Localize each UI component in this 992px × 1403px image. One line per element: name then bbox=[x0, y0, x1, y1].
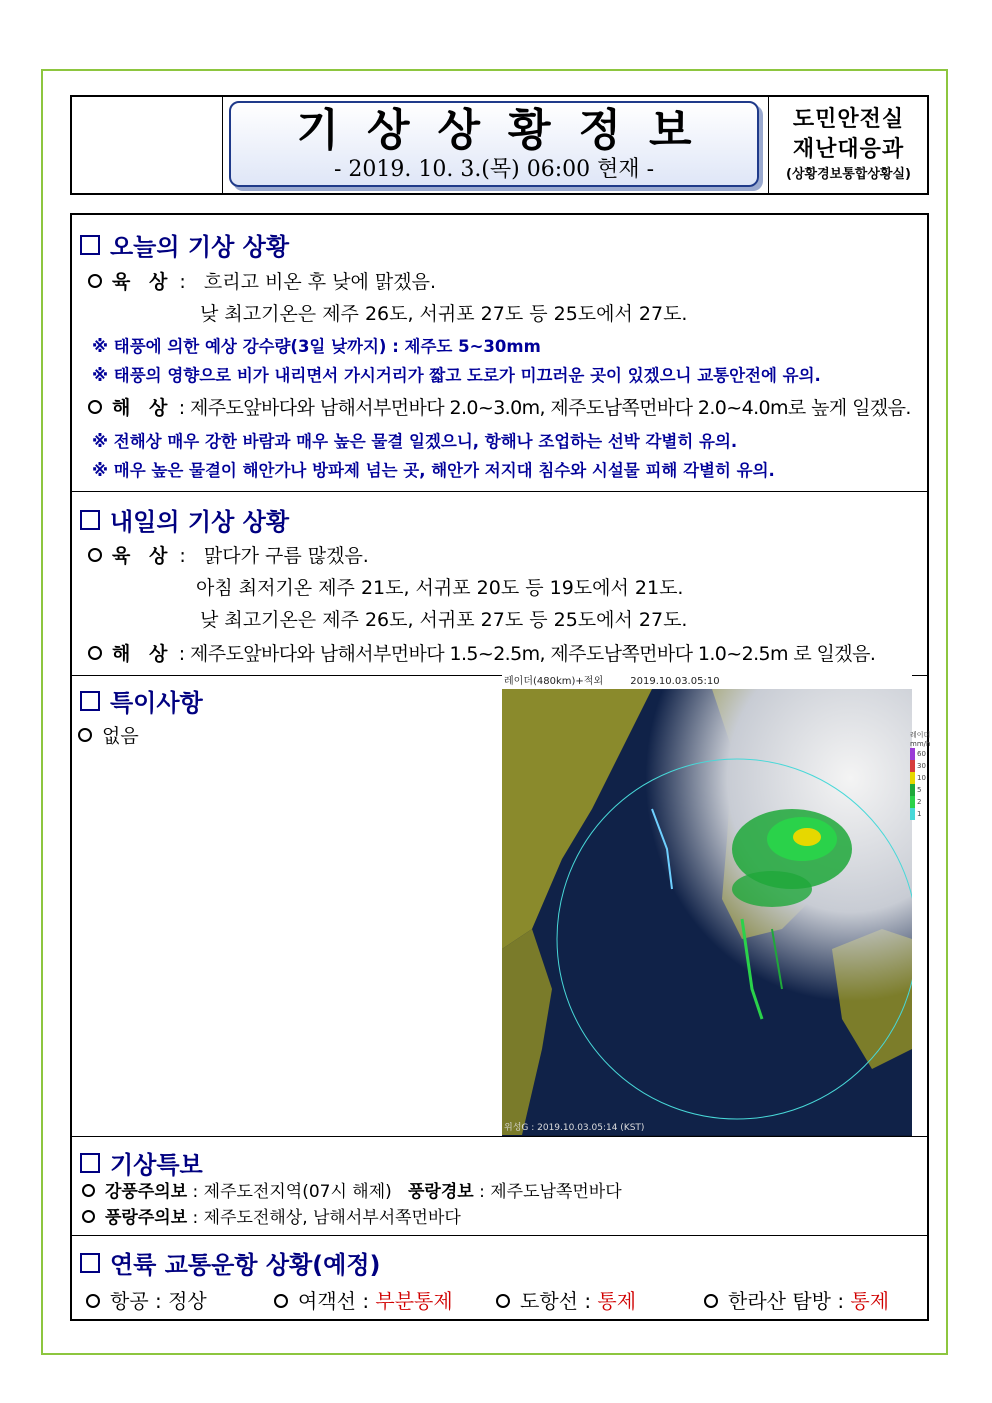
legend-swatch bbox=[910, 784, 915, 796]
checkbox-square-icon bbox=[80, 510, 100, 530]
today-note-traffic: ※ 태풍의 영향으로 비가 내리면서 가시거리가 짧고 도로가 미끄러운 곳이 있겠으니 교통안전에 유의. bbox=[92, 366, 821, 385]
warning-line-1: 강풍주의보 : 제주도전지역(07시 해제) 풍랑경보 : 제주도남쪽먼바다 bbox=[82, 1177, 622, 1202]
divider bbox=[72, 1235, 927, 1236]
org-office: (상황경보통합상황실) bbox=[786, 167, 911, 182]
circle-bullet-icon bbox=[88, 274, 102, 288]
divider bbox=[72, 1136, 927, 1137]
section-title-tomorrow: 내일의 기상 상황 bbox=[80, 502, 927, 537]
warning-line-2: 풍랑주의보 : 제주도전해상, 남해서부서쪽먼바다 bbox=[82, 1203, 461, 1228]
traffic-hallasan: 한라산 탐방 : 통제 bbox=[704, 1285, 889, 1314]
checkbox-square-icon bbox=[80, 691, 100, 711]
legend-swatch bbox=[910, 772, 915, 784]
circle-bullet-icon bbox=[82, 1210, 95, 1223]
tomorrow-sea-line: 해 상 : 제주도앞바다와 남해서부먼바다 1.5~2.5m, 제주도남쪽먼바다 1.0~2.5m 로 일겠음. bbox=[88, 639, 875, 666]
org-department: 도민안전실 bbox=[792, 107, 905, 132]
legend-values bbox=[910, 748, 930, 820]
tomorrow-land-line: 육 상 : 맑다가 구름 많겠음. bbox=[88, 541, 369, 568]
legend-value: 60 bbox=[910, 748, 930, 760]
today-land-line: 육 상 : 흐리고 비온 후 낮에 맑겠음. bbox=[88, 267, 436, 294]
traffic-island-ferry: 도항선 : 통제 bbox=[496, 1285, 636, 1314]
title-box bbox=[229, 101, 759, 187]
circle-bullet-icon bbox=[88, 400, 102, 414]
circle-bullet-icon bbox=[274, 1294, 288, 1308]
divider bbox=[72, 491, 927, 492]
today-note-sea: ※ 전해상 매우 강한 바람과 매우 높은 물결 일겠으니, 항해나 조업하는 선박 각별히 유의. bbox=[92, 432, 738, 451]
section-title-special: 특이사항 bbox=[80, 683, 927, 718]
radar-legend: 레이더 mm/h 60 30 10 5 2 1 bbox=[910, 731, 931, 818]
legend-value: 10 bbox=[910, 772, 930, 784]
header-blank-cell bbox=[72, 97, 223, 193]
section-tomorrow bbox=[72, 502, 927, 537]
circle-bullet-icon bbox=[86, 1294, 100, 1308]
special-item: 없음 bbox=[78, 721, 139, 748]
weather-report-table bbox=[70, 213, 929, 1321]
radar-header: 레이더(480km)+적외 2019.10.03.05:10 bbox=[502, 675, 912, 689]
today-land-temp: 낮 최고기온은 제주 26도, 서귀포 27도 등 25도에서 27도. bbox=[200, 303, 688, 325]
tomorrow-morning-temp: 아침 최저기온 제주 21도, 서귀포 20도 등 19도에서 21도. bbox=[196, 577, 684, 599]
traffic-air: 항공 : 정상 bbox=[86, 1285, 207, 1314]
circle-bullet-icon bbox=[88, 646, 102, 660]
document-date: - 2019. 10. 3.(목) 06:00 현재 - bbox=[333, 157, 655, 182]
section-title-warnings: 기상특보 bbox=[80, 1145, 927, 1180]
legend-swatch bbox=[910, 808, 915, 820]
checkbox-square-icon bbox=[80, 1253, 100, 1273]
radar-map-graphic bbox=[502, 689, 912, 1135]
section-title-today: 오늘의 기상 상황 bbox=[80, 227, 927, 262]
circle-bullet-icon bbox=[496, 1294, 510, 1308]
legend-swatch bbox=[910, 796, 915, 808]
circle-bullet-icon bbox=[88, 548, 102, 562]
legend-value: 2 bbox=[910, 796, 930, 808]
circle-bullet-icon bbox=[82, 1184, 95, 1197]
section-warnings bbox=[72, 1145, 927, 1180]
section-today bbox=[72, 227, 927, 262]
today-note-coast: ※ 매우 높은 물결이 해안가나 방파제 넘는 곳, 해안가 저지대 침수와 시설물 피해 각별히 유의. bbox=[92, 461, 775, 480]
document-header bbox=[70, 95, 929, 195]
legend-swatch bbox=[910, 748, 915, 760]
section-traffic bbox=[72, 1245, 927, 1280]
today-sea-line: 해 상 : 제주도앞바다와 남해서부먼바다 2.0~3.0m, 제주도남쪽먼바다 2.0~4.0m로 높게 일겠음. bbox=[88, 393, 911, 420]
checkbox-square-icon bbox=[80, 235, 100, 255]
legend-value: 1 bbox=[910, 808, 930, 820]
legend-value: 30 bbox=[910, 760, 930, 772]
legend-value: 5 bbox=[910, 784, 930, 796]
tomorrow-day-temp: 낮 최고기온은 제주 26도, 서귀포 27도 등 25도에서 27도. bbox=[200, 609, 688, 631]
today-note-rainfall: ※ 태풍에 의한 예상 강수량(3일 낮까지) : 제주도 5~30mm bbox=[92, 337, 541, 356]
legend-swatch bbox=[910, 760, 915, 772]
checkbox-square-icon bbox=[80, 1153, 100, 1173]
traffic-ferry: 여객선 : 부분통제 bbox=[274, 1285, 453, 1314]
document-title: 기상상황정보 bbox=[296, 105, 720, 156]
section-title-traffic: 연륙 교통운항 상황(예정) bbox=[80, 1245, 927, 1280]
radar-satellite-image bbox=[502, 675, 912, 1137]
circle-bullet-icon bbox=[704, 1294, 718, 1308]
organization-cell bbox=[768, 97, 928, 193]
org-division: 재난대응과 bbox=[792, 137, 905, 162]
radar-footer: 위성G : 2019.10.03.05:14 (KST) bbox=[504, 1123, 645, 1133]
circle-bullet-icon bbox=[78, 728, 92, 742]
